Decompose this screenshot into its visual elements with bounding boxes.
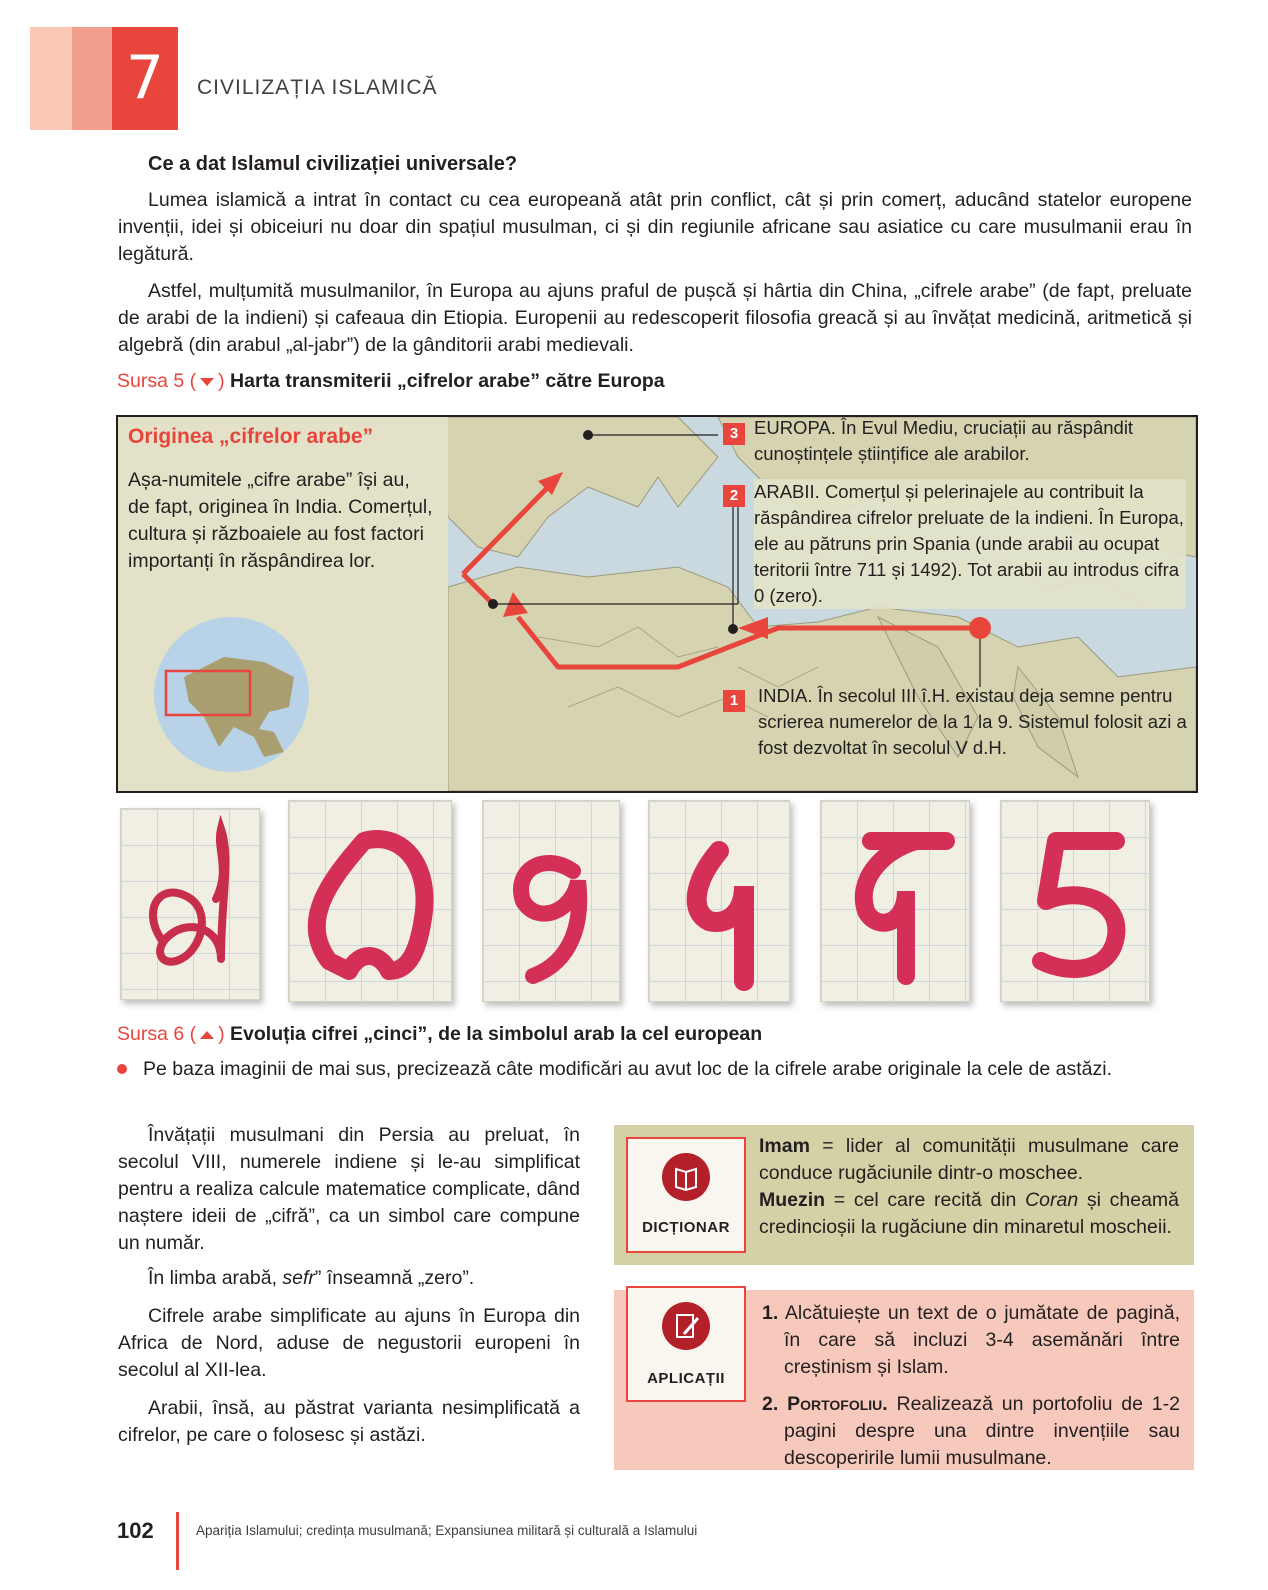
definition-muezin: Muezin = cel care recită din Coran și cheamă credincioșii la rugăciune din minaretul moscheii. bbox=[759, 1189, 1179, 1238]
applications-list bbox=[762, 1300, 1180, 1482]
definition-imam: Imam = lider al comunității musulmane care conduce rugăciunile dintr-o moschee. bbox=[759, 1135, 1179, 1184]
source6-task: Pe baza imaginii de mai sus, precizează câte modificări au avut loc de la cifrele arabe originale la cele de astăzi. bbox=[143, 1058, 1113, 1080]
bullet-icon bbox=[117, 1064, 127, 1074]
chapter-ribbon-mid bbox=[72, 27, 114, 130]
digit-tile-2 bbox=[288, 800, 452, 1002]
text-north-africa: Cifrele arabe simplificate au ajuns în Europa din Africa de Nord, aduse de negustorii europeni în secolul al XII-lea. bbox=[118, 1305, 580, 1381]
globe-map-svg bbox=[154, 617, 309, 772]
callout-europa: EUROPA. În Evul Mediu, cruciații au răspândit cunoștințele științifice ale arabilor. bbox=[754, 417, 1134, 464]
text-persia: Învățații musulmani din Persia au preluat, în secolul VIII, numerele indiene și le-au simplificat pentru a realiza calcule matematice complicate, dând naștere ideii de „cifră”, ca un simbol care compune un număr. bbox=[118, 1124, 580, 1254]
intro-paragraph-2: Astfel, mulțumită musulmanilor, în Europa au ajuns praful de pușcă și hârtia din China, „cifrele arabe” (de fapt, preluate de arabi de la indieni) și cafeaua din Etiopia. Europenii au redescoperit filosofia greacă și au învățat medicină, aritmetică și algebră (din arabul „al-jabr”) de la gânditorii arabi medievali. bbox=[118, 280, 1192, 356]
arrow-down-icon bbox=[200, 378, 214, 386]
digit-tile-3 bbox=[482, 800, 620, 1002]
applications-label-box bbox=[626, 1286, 746, 1402]
callout-arabii: ARABII. Comerțul și pelerinajele au contribuit la răspândirea cifrelor preluate de la indieni. În Europa, ele au pătruns prin Spania (unde arabii au ocupat teritorii între 711 și 1492). Tot arabii au introdus cifra 0 (zero). bbox=[754, 479, 1186, 609]
intro-paragraph-1: Lumea islamică a intrat în contact cu cea europeană atât prin conflict, cât și prin comerț, aducând statelor europene invenții, idei și obiceiuri nu doar din spațiul musulman, ci și din regiunile africane sau asiatice cu care musulmanii erau în legătură. bbox=[118, 189, 1192, 265]
footer-text: Apariția Islamului; credința musulmană; Expansiunea militară și culturală a Islamului bbox=[196, 1523, 698, 1538]
digit-shape-1 bbox=[121, 809, 259, 999]
dictionary-label-box bbox=[626, 1137, 746, 1253]
digit-shape-3 bbox=[483, 801, 619, 1001]
arrow-up-icon bbox=[200, 1031, 214, 1039]
digit-tile-6 bbox=[1000, 800, 1150, 1002]
map-inset-text: Așa-numitele „cifre arabe” își au, de fapt, originea în India. Comerțul, cultura și războaiele au fost factori importanți în răspândirea lor. bbox=[128, 469, 433, 572]
map-inset-title: Originea „cifrelor arabe” bbox=[128, 425, 374, 448]
callout-number-3: 3 bbox=[723, 423, 745, 445]
digit-tile-5 bbox=[820, 800, 970, 1002]
source6-label: Sursa 6 ( bbox=[117, 1023, 197, 1045]
arabic-numerals-map bbox=[116, 415, 1198, 793]
digit-tile-1 bbox=[120, 808, 260, 1000]
book-icon bbox=[662, 1153, 710, 1201]
digit-shape-5 bbox=[821, 801, 969, 1001]
text-sefr: În limba arabă, sefr” înseamnă „zero”. bbox=[148, 1267, 475, 1289]
footer-divider bbox=[176, 1512, 179, 1570]
dictionary-text bbox=[759, 1133, 1179, 1241]
application-item-1: 1. Alcătuiește un text de o jumătate de pagină, în care să incluzi 3-4 asemănări între creștinism și Islam. bbox=[762, 1302, 1181, 1378]
digit-shape-4 bbox=[649, 801, 789, 1001]
applications-label: APLICAȚII bbox=[647, 1370, 725, 1387]
applications-box bbox=[614, 1290, 1194, 1470]
digit-shape-6 bbox=[1001, 801, 1149, 1001]
digit-shape-2 bbox=[289, 801, 451, 1001]
source5-caption: Sursa 5 ( ) Harta transmiterii „cifrelor arabe” către Europa bbox=[117, 370, 665, 392]
dictionary-box bbox=[614, 1125, 1194, 1265]
source6-caption: Sursa 6 ( ) Evoluția cifrei „cinci”, de la simbolul arab la cel european bbox=[117, 1023, 763, 1045]
text-arabs-kept: Arabii, însă, au păstrat varianta nesimplificată a cifrelor, pe care o folosesc și astăzi. bbox=[118, 1397, 580, 1446]
source6-title: Evoluția cifrei „cinci”, de la simbolul arab la cel european bbox=[230, 1023, 763, 1045]
callout-number-1: 1 bbox=[723, 690, 745, 712]
source5-title: Harta transmiterii „cifrelor arabe” către Europa bbox=[230, 370, 665, 392]
callout-india: INDIA. În secolul III î.H. existau deja semne pentru scrierea numerelor de la 1 la 9. Sistemul folosit azi a fost dezvoltat în secolul V d.H. bbox=[758, 685, 1187, 758]
callout-number-2: 2 bbox=[723, 485, 745, 507]
digit-tile-4 bbox=[648, 800, 790, 1002]
globe-icon bbox=[154, 617, 309, 772]
dictionary-label: DICȚIONAR bbox=[642, 1219, 730, 1236]
source5-label: Sursa 5 ( bbox=[117, 370, 197, 392]
section-question: Ce a dat Islamul civilizației universale? bbox=[148, 153, 518, 175]
page-number: 102 bbox=[117, 1518, 154, 1543]
chapter-title: CIVILIZAȚIA ISLAMICĂ bbox=[197, 76, 438, 99]
application-item-2: 2. Portofoliu. Realizează un portofoliu de 1-2 pagini despre una dintre invențiile sau descoperirile lumii musulmane. bbox=[762, 1393, 1180, 1469]
pencil-paper-icon bbox=[662, 1302, 710, 1350]
chapter-number: 7 bbox=[112, 27, 178, 130]
